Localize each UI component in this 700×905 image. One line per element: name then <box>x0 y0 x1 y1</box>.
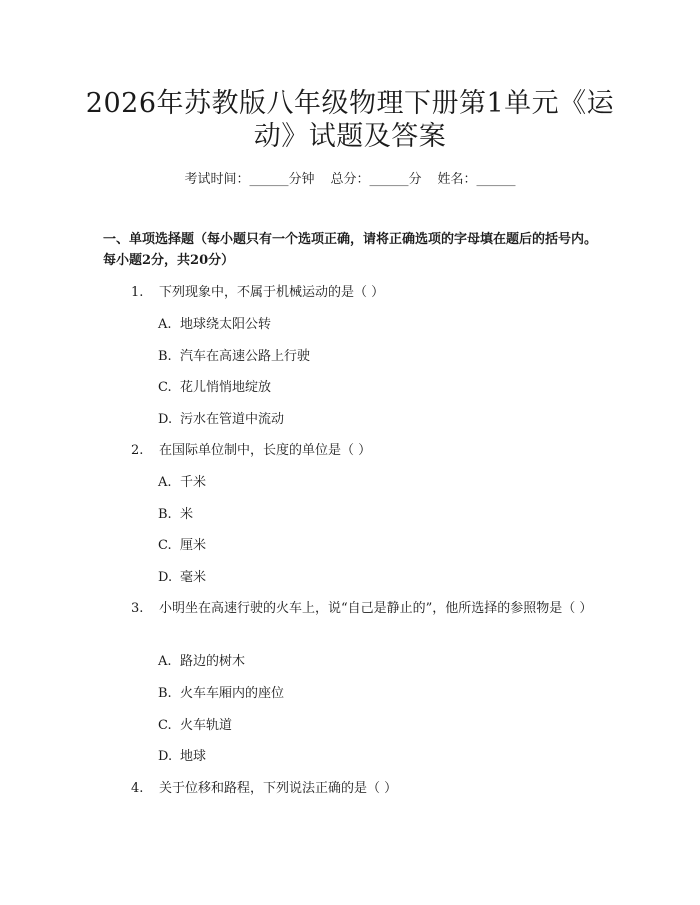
option-1-a: A. 地球绕太阳公转 <box>158 317 272 332</box>
question-number: 3. <box>131 601 144 616</box>
question-number: 2. <box>131 443 144 458</box>
student-name-field: 姓名：______ <box>437 172 516 187</box>
option-3-a: A. 路边的树木 <box>158 654 246 669</box>
question-text: 关于位移和路程，下列说法正确的是（ ） <box>159 781 398 796</box>
document-title-line-2: 动》试题及答案 <box>253 121 447 152</box>
section-heading: 一、单项选择题（每小题只有一个选项正确，请将正确选项的字母填在题后的括号内。每小题2分，共20分） <box>103 232 598 268</box>
option-2-a: A. 千米 <box>158 475 207 490</box>
question-text: 小明坐在高速行驶的火车上，说“自己是静止的”，他所选择的参照物是（ ） <box>159 601 593 616</box>
option-1-b: B. 汽车在高速公路上行驶 <box>158 349 311 364</box>
option-3-b: B. 火车车厢内的座位 <box>158 686 285 701</box>
document-title-line-1: 2026年苏教版八年级物理下册第1单元《运 <box>85 88 615 119</box>
question-number: 4. <box>131 781 144 796</box>
question-3 <box>103 598 613 619</box>
option-1-d: D. 污水在管道中流动 <box>158 412 285 427</box>
option-3-c: C. 火车轨道 <box>158 718 233 733</box>
option-2-c: C. 厘米 <box>158 538 207 553</box>
total-score-field: 总分：______分 <box>330 172 422 187</box>
option-3-d: D. 地球 <box>158 749 207 764</box>
option-2-b: B. 米 <box>158 507 194 522</box>
option-1-c: C. 花儿悄悄地绽放 <box>158 380 272 395</box>
option-2-d: D. 毫米 <box>158 570 207 585</box>
exam-time-field: 考试时间：______分钟 <box>184 172 315 187</box>
question-text: 在国际单位制中，长度的单位是（ ） <box>159 443 372 458</box>
question-number: 1. <box>131 285 144 300</box>
question-text: 下列现象中，不属于机械运动的是（ ） <box>159 285 385 300</box>
exam-info <box>0 168 700 187</box>
